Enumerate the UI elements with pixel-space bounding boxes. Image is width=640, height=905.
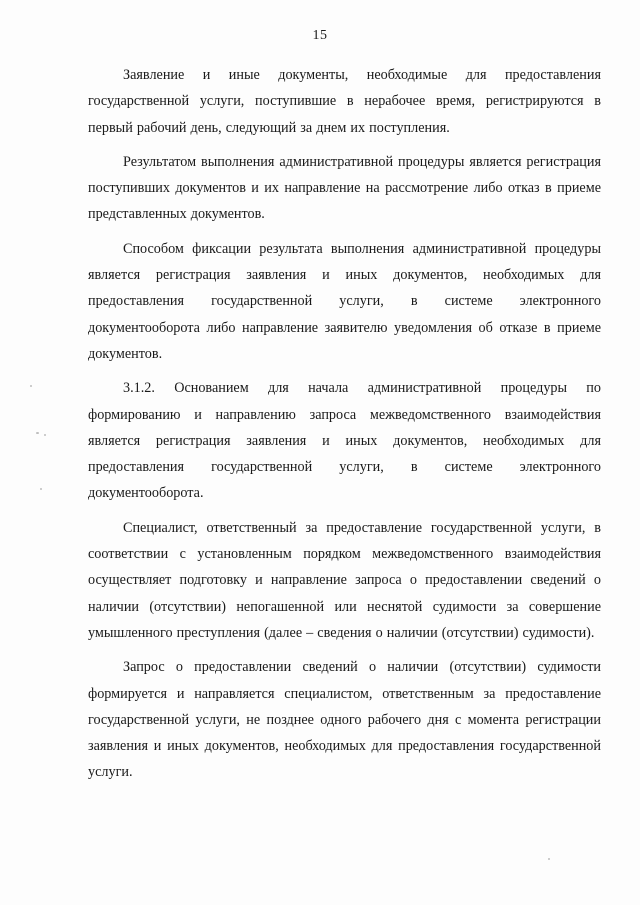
paragraph-2: Результатом выполнения административной процедуры является регистрация поступивших документов и их направление на рассмотрение либо отказ в приеме представленных документов.: [88, 153, 601, 223]
scan-artifact: [40, 488, 42, 490]
scan-artifact: [548, 858, 550, 860]
paragraph-4: 3.1.2. Основанием для начала административной процедуры по формированию и направлению запроса межведомственного взаимодействия является регистрация заявления и иных документов, необходимых для предоставления государственной услуги, в системе электронного документооборота.: [88, 380, 601, 502]
scan-artifact: [30, 385, 32, 387]
page-number: 15: [312, 28, 328, 43]
scan-artifact: [36, 432, 39, 434]
scan-artifact: [44, 434, 46, 436]
paragraph-3: Способом фиксации результата выполнения административной процедуры является регистрация заявления и иных документов, необходимых для предоставления государственной услуги, в системе электронного документооборота либо направление заявителю уведомления об отказе в приеме документов.: [88, 240, 601, 362]
paragraph-6: Запрос о предоставлении сведений о наличии (отсутствии) судимости формируется и направляется специалистом, ответственным за предоставление государственной услуги, не позднее одного рабочего дня с момента регистрации заявления и иных документов, необходимых для предоставления государственной услуги.: [88, 659, 601, 781]
paragraph-1: Заявление и иные документы, необходимые для предоставления государственной услуги, поступившие в нерабочее время, регистрируются в первый рабочий день, следующий за днем их поступления.: [88, 67, 601, 136]
paragraph-5: Специалист, ответственный за предоставление государственной услуги, в соответствии с установленным порядком межведомственного взаимодействия осуществляет подготовку и направление запроса о предоставлении сведений о наличии (отсутствии) непогашенной или неснятой судимости за совершение умышленного преступления (далее – сведения о наличии (отсутствии) судимости).: [88, 519, 601, 641]
document-body: [88, 62, 601, 794]
